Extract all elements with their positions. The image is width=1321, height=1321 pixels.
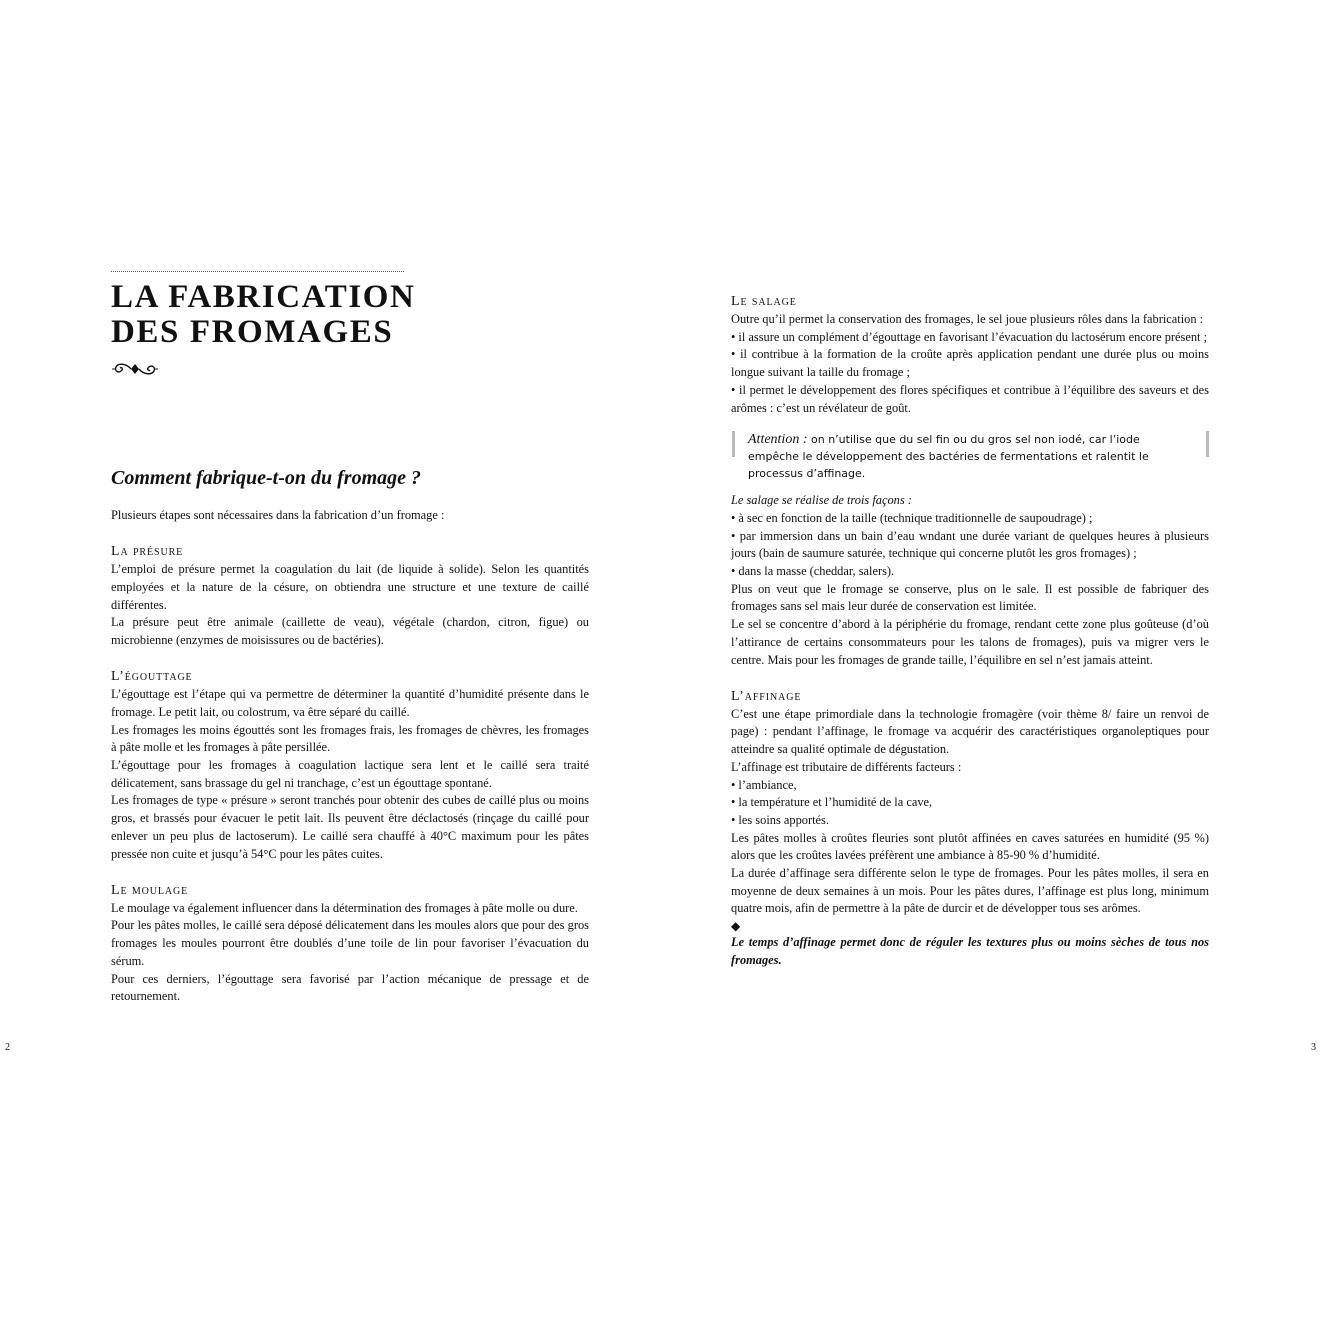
left-text-column <box>111 507 589 1006</box>
egouttage-paragraph: Les fromages les moins égouttés sont les fromages frais, les fromages de chèvres, les fromages à pâte molle et les fromages à pâte persillée. <box>111 722 589 755</box>
heading-moulage: Le moulage <box>111 882 189 898</box>
moulage-paragraph: Le moulage va également influencer dans la détermination des fromages à pâte molle ou dure. <box>111 900 578 915</box>
left-page <box>0 0 660 1321</box>
flourish-ornament-icon <box>112 361 158 377</box>
egouttage-paragraph: L’égouttage est l’étape qui va permettre de déterminer la quantité d’humidité présente dans le fromage. Le petit lait, ou colostrum, va être séparé du caillé. <box>111 687 589 719</box>
salage-bullet: • il permet le développement des flores spécifiques et contribue à l’équilibre des saveurs et des arômes : c’est un révélateur de goût. <box>731 382 1209 415</box>
title-dotted-rule <box>111 271 404 272</box>
presure-paragraph: La présure peut être animale (caillette de veau), végétale (chardon, citron, figue) ou microbienne (enzymes de moisissures ou de bactéries). <box>111 615 589 648</box>
salage-bullet: • il contribue à la formation de la croûte après application pendant une durée plus ou moins longue suivant la taille du fromage ; <box>731 347 1209 380</box>
section-subtitle: Comment fabrique-t-on du fromage ? <box>111 467 422 489</box>
attention-callout <box>731 429 1209 484</box>
moulage-paragraph: Pour ces derniers, l’égouttage sera favorisé par l’action mécanique de pressage et de retournement. <box>111 971 589 1004</box>
chapter-title-line2: DES FROMAGES <box>111 314 394 350</box>
attention-text: on n’utilise que du sel fin ou du gros sel non iodé, car l’iode empêche le développement des bactéries de fermentations et ralentit le processus d’affinage. <box>748 433 1149 481</box>
heading-presure: La présure <box>111 544 184 560</box>
right-text-column <box>731 292 1209 970</box>
chapter-title-line1: LA FABRICATION <box>111 279 416 315</box>
egouttage-paragraph: Les fromages de type « présure » seront tranchés pour obtenir des cubes de caillé plus ou moins gros, et brassés pour évacuer le petit lait. Ils peuvent être déclactosés (rinçage du caillé pour enlever un peu plus de lactoserum). Le caillé sera chauffé à 40°C maximum pour les pâtes pressée non cuite et jusqu’à 54°C pour les pâtes cuites. <box>111 793 589 861</box>
heading-salage: Le salage <box>731 294 797 309</box>
affinage-paragraph: C’est une étape primordiale dans la technologie fromagère (voir thème 8/ faire un renvoi de page) : pendant l’affinage, le fromage va acquérir des caractéristiques organoleptiques pour atteindre sa qualité optimale de dégustation. <box>731 706 1209 757</box>
salage-method: • à sec en fonction de la taille (technique traditionnelle de saupoudrage) ; <box>731 510 1093 525</box>
callout-bar-left <box>732 431 735 457</box>
moulage-paragraph: Pour les pâtes molles, le caillé sera déposé délicatement dans les moules alors que pour des gros fromages les moules pourront être doublés d’une toile de lin pour favoriser l’évacuation du sérum. <box>111 918 589 968</box>
presure-paragraph: L’emploi de présure permet la coagulation du lait (de liquide à solide). Selon les quantités employées et la nature de la césure, on obtiendra une structure et une texture de caillé différentes. <box>111 562 589 612</box>
salage-method: • dans la masse (cheddar, salers). <box>731 564 895 579</box>
right-page <box>660 0 1321 1321</box>
intro-paragraph: Plusieurs étapes sont nécessaires dans la fabrication d’un fromage : <box>111 508 445 522</box>
chapter-title <box>111 280 415 350</box>
page-number-left: 2 <box>5 1042 10 1053</box>
affinage-paragraph: Les pâtes molles à croûtes fleuries sont plutôt affinées en caves saturées en humidité (95 %) alors que les croûtes lavées préfèrent une ambiance à 85-90 % d’humidité. <box>731 830 1209 863</box>
salage-bullet: • il assure un complément d’égouttage en favorisant l’évacuation du lactosérum encore présent ; <box>731 329 1208 344</box>
page-number-right: 3 <box>1311 1042 1316 1053</box>
affinage-factor: • les soins apportés. <box>731 812 829 827</box>
attention-label: Attention : <box>748 432 808 448</box>
heading-egouttage: L’égouttage <box>111 669 193 685</box>
affinage-paragraph: L’affinage est tributaire de différents facteurs : <box>731 759 962 774</box>
salage-methods-title: Le salage se réalise de trois façons : <box>731 493 912 508</box>
affinage-paragraph: La durée d’affinage sera différente selon le type de fromages. Pour les pâtes molles, il sera en moyenne de deux semaines à un mois. Pour les pâtes dures, l’affinage est plus long, minimum quatre mois, afin de permettre à la pâte de durcir et de développer tous ses arômes. <box>731 866 1209 916</box>
affinage-factor: • la température et l’humidité de la cave, <box>731 795 933 810</box>
salage-method: • par immersion dans un bain d’eau wndant une durée variant de quelques heures à plusieurs jours (bain de saumure saturée, technique qui concerne plutôt les gros fromages) ; <box>731 528 1209 561</box>
diamond-bullet-icon: ◆ <box>731 919 741 934</box>
affinage-conclusion: Le temps d’affinage permet donc de réguler les textures plus ou moins sèches de tous nos fromages. <box>731 935 1209 967</box>
salage-intro: Outre qu’il permet la conservation des fromages, le sel joue plusieurs rôles dans la fabrication : <box>731 312 1204 326</box>
heading-affinage: L’affinage <box>731 688 802 704</box>
salage-paragraph: Le sel se concentre d’abord à la périphérie du fromage, rendant cette zone plus goûteuse (d’où l’attirance de certains consommateurs pour les talons de fromages), puis va migrer vers le centre. Mais pour les fromages de grande taille, l’équilibre en sel n’est jamais atteint. <box>731 617 1209 667</box>
salage-paragraph: Plus on veut que le fromage se conserve, plus on le sale. Il est possible de fabriquer des fromages sans sel mais leur durée de conservation est limitée. <box>731 581 1209 614</box>
egouttage-paragraph: L’égouttage pour les fromages à coagulation lactique sera lent et le caillé sera traité délicatement, sans brassage du gel ni tranchage, c’est un égouttage spontané. <box>111 758 589 790</box>
affinage-factor: • l’ambiance, <box>731 777 797 792</box>
callout-bar-right <box>1206 431 1209 457</box>
